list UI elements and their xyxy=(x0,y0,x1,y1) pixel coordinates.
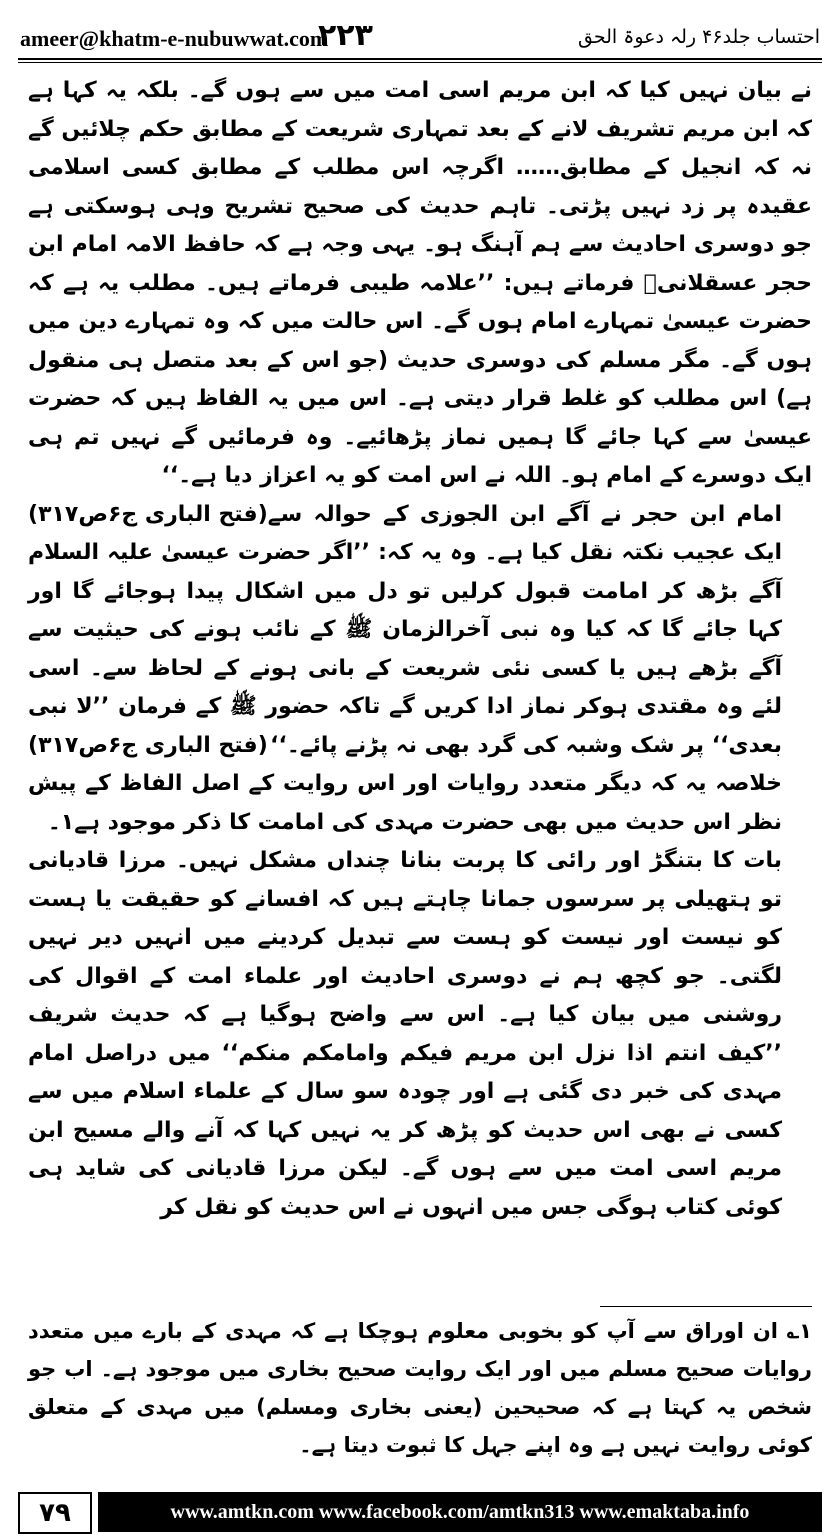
paragraph-3: خلاصہ یہ کہ دیگر متعدد روایات اور اس روایت کے اصل الفاظ کے پیش نظر اس حدیث میں بھی حضرت مہدی کی امامت کا ذکر موجود ہے۱۔ xyxy=(28,771,782,835)
paragraph-4: بات کا بتنگڑ اور رائی کا پربت بنانا چنداں مشکل نہیں۔ مرزا قادیانی تو ہتھیلی پر سرسوں جمانا چاہتے ہیں کہ افسانے کو حقیقت یا ہست کو نیست اور نیست کو ہست سے تبدیل کردینے میں انہیں دیر نہیں لگتی۔ جو کچھ ہم نے دوسری احادیث اور علماء امت کے اقوال کی روشنی میں بیان کیا ہے۔ اس سے واضح ہوگیا ہے کہ حدیث شریف ’’کیف انتم اذا نزل ابن مریم فیکم وامامکم منکم‘‘ میں دراصل امام مہدی کی خبر دی گئی ہے اور چودہ سو سال کے علماء اسلام میں سے کسی نے بھی اس حدیث کو پڑھ کر یہ نہیں کہا کہ آنے والے مسیح ابن مریم اسی امت میں سے ہوں گے۔ لیکن مرزا قادیانی کی شاید ہی کوئی کتاب ہوگی جس میں انہوں نے اس حدیث کو نقل کر xyxy=(28,848,782,1220)
page-header xyxy=(18,14,822,54)
page-number: ۲۲۳ xyxy=(318,18,373,53)
book-title: احتساب جلد۴۶ رلہ دعوۃ الحق xyxy=(578,26,820,48)
main-text xyxy=(28,72,812,1227)
sequence-number: ۷۹ xyxy=(18,1492,92,1534)
paragraph-2: امام ابن حجر نے آگے ابن الجوزی کے حوالہ سے ایک عجیب نکتہ نقل کیا ہے۔ وہ یہ کہ: ’’اگر حضرت عیسیٰ علیہ السلام آگے بڑھ کر امامت قبول کرلیں تو دل میں اشکال پیدا ہوجائے گا اور کہا جائے گا کہ کیا وہ نبی آخرالزمان ﷺ کے نائب ہونے کی حیثیت سے آگے بڑھے ہیں یا کسی نئی شریعت کے بانی ہونے کے لحاظ سے۔ اسی لئے وہ مقتدی ہوکر نماز ادا کریں گے تاکہ حضور ﷺ کے فرمان ’’لا نبی بعدی‘‘ پر شک وشبہ کی گرد بھی نہ پڑنے پائے۔‘‘ (فتح الباری ج۶ص۳۱۷) xyxy=(28,496,812,766)
page-footer xyxy=(18,1492,822,1532)
header-rule xyxy=(18,58,822,60)
footnote-separator xyxy=(600,1306,812,1307)
reference-2: (فتح الباری ج۶ص۳۱۷) xyxy=(28,732,268,758)
header-email[interactable]: ameer@khatm-e-nubuwwat.com xyxy=(20,26,329,51)
footnote xyxy=(28,1312,812,1464)
header-rule-thin xyxy=(18,62,822,63)
reference-1: (فتح الباری ج۶ص۳۱۷) xyxy=(28,501,268,527)
footer-links[interactable]: www.amtkn.com www.facebook.com/amtkn313 www.emaktaba.info xyxy=(98,1492,822,1532)
footnote-text: ۱؎ ان اوراق سے آپ کو بخوبی معلوم ہوچکا ہے کہ مہدی کے بارے میں متعدد روایات صحیح مسلم میں اور ایک روایت صحیح بخاری میں موجود ہے۔ اب جو شخص یہ کہتا ہے کہ صحیحین (یعنی بخاری ومسلم) میں مہدی کے متعلق کوئی روایت نہیں ہے وہ اپنے جہل کا ثبوت دیتا ہے۔ xyxy=(28,1319,812,1457)
paragraph-1: نے بیان نہیں کیا کہ ابن مریم اسی امت میں سے ہوں گے۔ بلکہ یہ کہا ہے کہ ابن مریم تشریف لانے کے بعد تمہاری شریعت کے مطابق حکم چلائیں گے نہ کہ انجیل کے مطابق…… اگرچہ اس مطلب کے مطابق کسی اسلامی عقیدہ پر زد نہیں پڑتی۔ تاہم حدیث کی صحیح تشریح وہی ہوسکتی ہے جو دوسری احادیث سے ہم آہنگ ہو۔ یہی وجہ ہے کہ حافظ الامہ امام ابن حجر عسقلانیؒ فرماتے ہیں: ’’علامہ طیبی فرماتے ہیں۔ مطلب یہ ہے کہ حضرت عیسیٰ تمہارے امام ہوں گے۔ اس حالت میں کہ وہ تمہارے دین میں ہوں گے۔ مگر مسلم کی دوسری حدیث (جو اس کے بعد متصل ہی منقول ہے) اس مطلب کو غلط قرار دیتی ہے۔ اس میں یہ الفاظ ہیں کہ حضرت عیسیٰ سے کہا جائے گا ہمیں نماز پڑھائیے۔ وہ فرمائیں گے نہیں تم ہی ایک دوسرے کے امام ہو۔ اللہ نے اس امت کو یہ اعزاز دیا ہے۔‘‘ (فتح الباری ج۶ص۳۱۷) xyxy=(28,72,812,496)
